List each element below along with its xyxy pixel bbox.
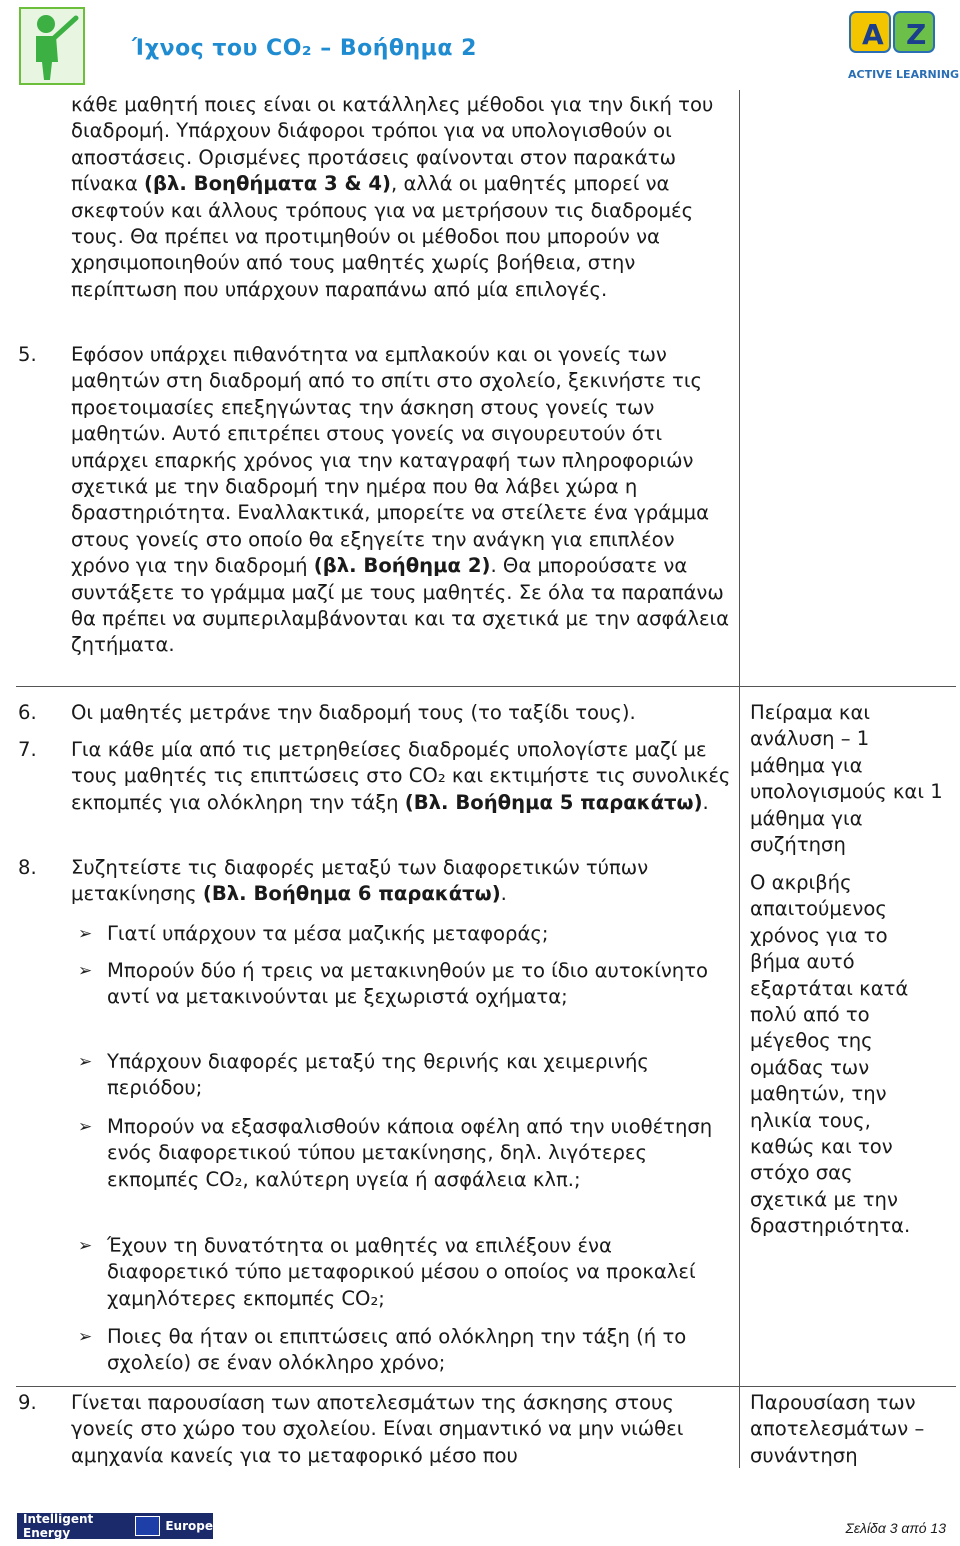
bullet-item: Ποιες θα ήταν οι επιπτώσεις από ολόκληρη την τάξη (ή το σχολείο) σε έναν ολόκληρο χρόνο; (107, 1325, 687, 1375)
row-divider (16, 686, 956, 687)
bullet-item: Μπορούν να εξασφαλισθούν κάποια οφέλη από την υιοθέτηση ενός διαφορετικού τύπου μετακίνησης, δηλ. λιγότερες εκπομπές CO₂, καλύτερη υγεία ή ασφάλεια κλπ.; (107, 1115, 713, 1191)
step-number: 9. (18, 1391, 37, 1414)
active-learning-logo-icon (842, 6, 960, 86)
arrow-bullet-icon: ➢ (78, 1052, 93, 1072)
bullet-item: Έχουν τη δυνατότητα οι μαθητές να επιλέξουν ένα διαφορετικό τύπο μεταφορικού μέσου ο οποίος να προκαλεί χαμηλότερες εκπομπές CO₂; (107, 1234, 696, 1310)
svg-text:A: A (862, 18, 884, 51)
bullet-item: Μπορούν δύο ή τρεις να μετακινηθούν με το ίδιο αυτοκίνητο αντί να μετακινούνται με ξεχωριστά οχήματα; (107, 959, 709, 1009)
step-number: 8. (18, 856, 37, 879)
arrow-bullet-icon: ➢ (78, 1236, 93, 1256)
bullet-item: Υπάρχουν διαφορές μεταξύ της θερινής και χειμερινής περιόδου; (107, 1050, 649, 1100)
arrow-bullet-icon: ➢ (78, 1117, 93, 1137)
step-text: Για κάθε μία από τις μετρηθείσες διαδρομές υπολογίστε μαζί με τους μαθητές τις επιπτώσεις στο CO₂ και εκτιμήστε τις συνολικές εκπομπές για ολόκληρη την τάξη (Βλ. Βοήθημα 5 παρακάτω). (71, 738, 731, 814)
page-title: Ίχνος του CO₂ – Βοήθημα 2 (132, 36, 477, 61)
intelligent-energy-logo: Intelligent Energy Europe (17, 1513, 213, 1539)
page-number: Σελίδα 3 από 13 (845, 1520, 946, 1536)
svg-text:Z: Z (906, 18, 927, 51)
eu-flag-icon (135, 1516, 160, 1536)
side-note: Ο ακριβής απαιτούμενος χρόνος για το βήμα αυτό εξαρτάται κατά πολύ από το μέγεθος της ομάδας των μαθητών, την ηλικία τους, καθώς και τον στόχο σας σχετικά με την δραστηριότητα. (750, 871, 911, 1238)
arrow-bullet-icon: ➢ (78, 961, 93, 981)
side-note: Πείραμα και ανάλυση – 1 μάθημα για υπολογισμούς και 1 μάθημα για συζήτηση (750, 701, 943, 857)
step-text: Εφόσον υπάρχει πιθανότητα να εμπλακούν και οι γονείς των μαθητών στη διαδρομή από το σπίτι στο σχολείο, ξεκινήστε τις προετοιμασίες επεξηγώντας την άσκηση στους γονείς των μαθητών. Αυτό επιτρέπει στους γονείς να σιγουρευτούν ότι υπάρχει επαρκής χρόνος για την καταγραφή των πληροφοριών σχετικά με την διαδρομή την ημέρα που θα λάβει χώρα η δραστηριότητα. Εναλλακτικά, μπορείτε να στείλετε ένα γράμμα στους γονείς στο οποίο θα εξηγείτε την ανάγκη για επιπλέον χρόνο για την διαδρομή (βλ. Βοήθημα 2). Θα μπορούσατε να συντάξετε το γράμμα μαζί με τους μαθητές. Σε όλα τα παραπάνω θα πρέπει να συμπεριλαμβάνονται και τα σχετικά με την ασφάλεια ζητήματα. (71, 343, 730, 657)
step-text: Οι μαθητές μετράνε την διαδρομή τους (το ταξίδι τους). (71, 701, 636, 724)
step-text: Συζητείστε τις διαφορές μεταξύ των διαφορετικών τύπων μετακίνησης (Βλ. Βοήθημα 6 παρακάτω). (71, 856, 649, 906)
column-divider (739, 90, 740, 1468)
step-number: 7. (18, 738, 37, 761)
step-number: 6. (18, 701, 37, 724)
step-number: 5. (18, 343, 37, 366)
side-note: Παρουσίαση των αποτελεσμάτων – συνάντηση (750, 1391, 925, 1467)
teacher-logo-icon (18, 6, 86, 86)
arrow-bullet-icon: ➢ (78, 924, 93, 944)
row-divider (16, 1386, 956, 1387)
arrow-bullet-icon: ➢ (78, 1327, 93, 1347)
intro-paragraph: κάθε μαθητή ποιες είναι οι κατάλληλες μέθοδοι για την δική του διαδρομή. Υπάρχουν διάφοροι τρόποι για να υπολογισθούν οι αποστάσεις. Ορισμένες προτάσεις φαίνονται στον παρακάτω πίνακα (βλ. Βοηθήματα 3 & 4), αλλά οι μαθητές μπορεί να σκεφτούν και άλλους τρόπους για να μετρήσουν τις διαδρομές τους. Θα πρέπει να προτιμηθούν οι μέθοδοι που μπορούν να χρησιμοποιηθούν από τους μαθητές χωρίς βοήθεια, στην περίπτωση που υπάρχουν παραπάνω από μία επιλογές. (71, 93, 714, 301)
bullet-item: Γιατί υπάρχουν τα μέσα μαζικής μεταφοράς; (107, 922, 549, 945)
logo-text: ACTIVE LEARNING (848, 68, 960, 81)
step-text: Γίνεται παρουσίαση των αποτελεσμάτων της άσκησης στους γονείς στο χώρο του σχολείου. Είναι σημαντικό να μην νιώθει αμηχανία κανείς για το μεταφορικό μέσο που (71, 1391, 684, 1467)
